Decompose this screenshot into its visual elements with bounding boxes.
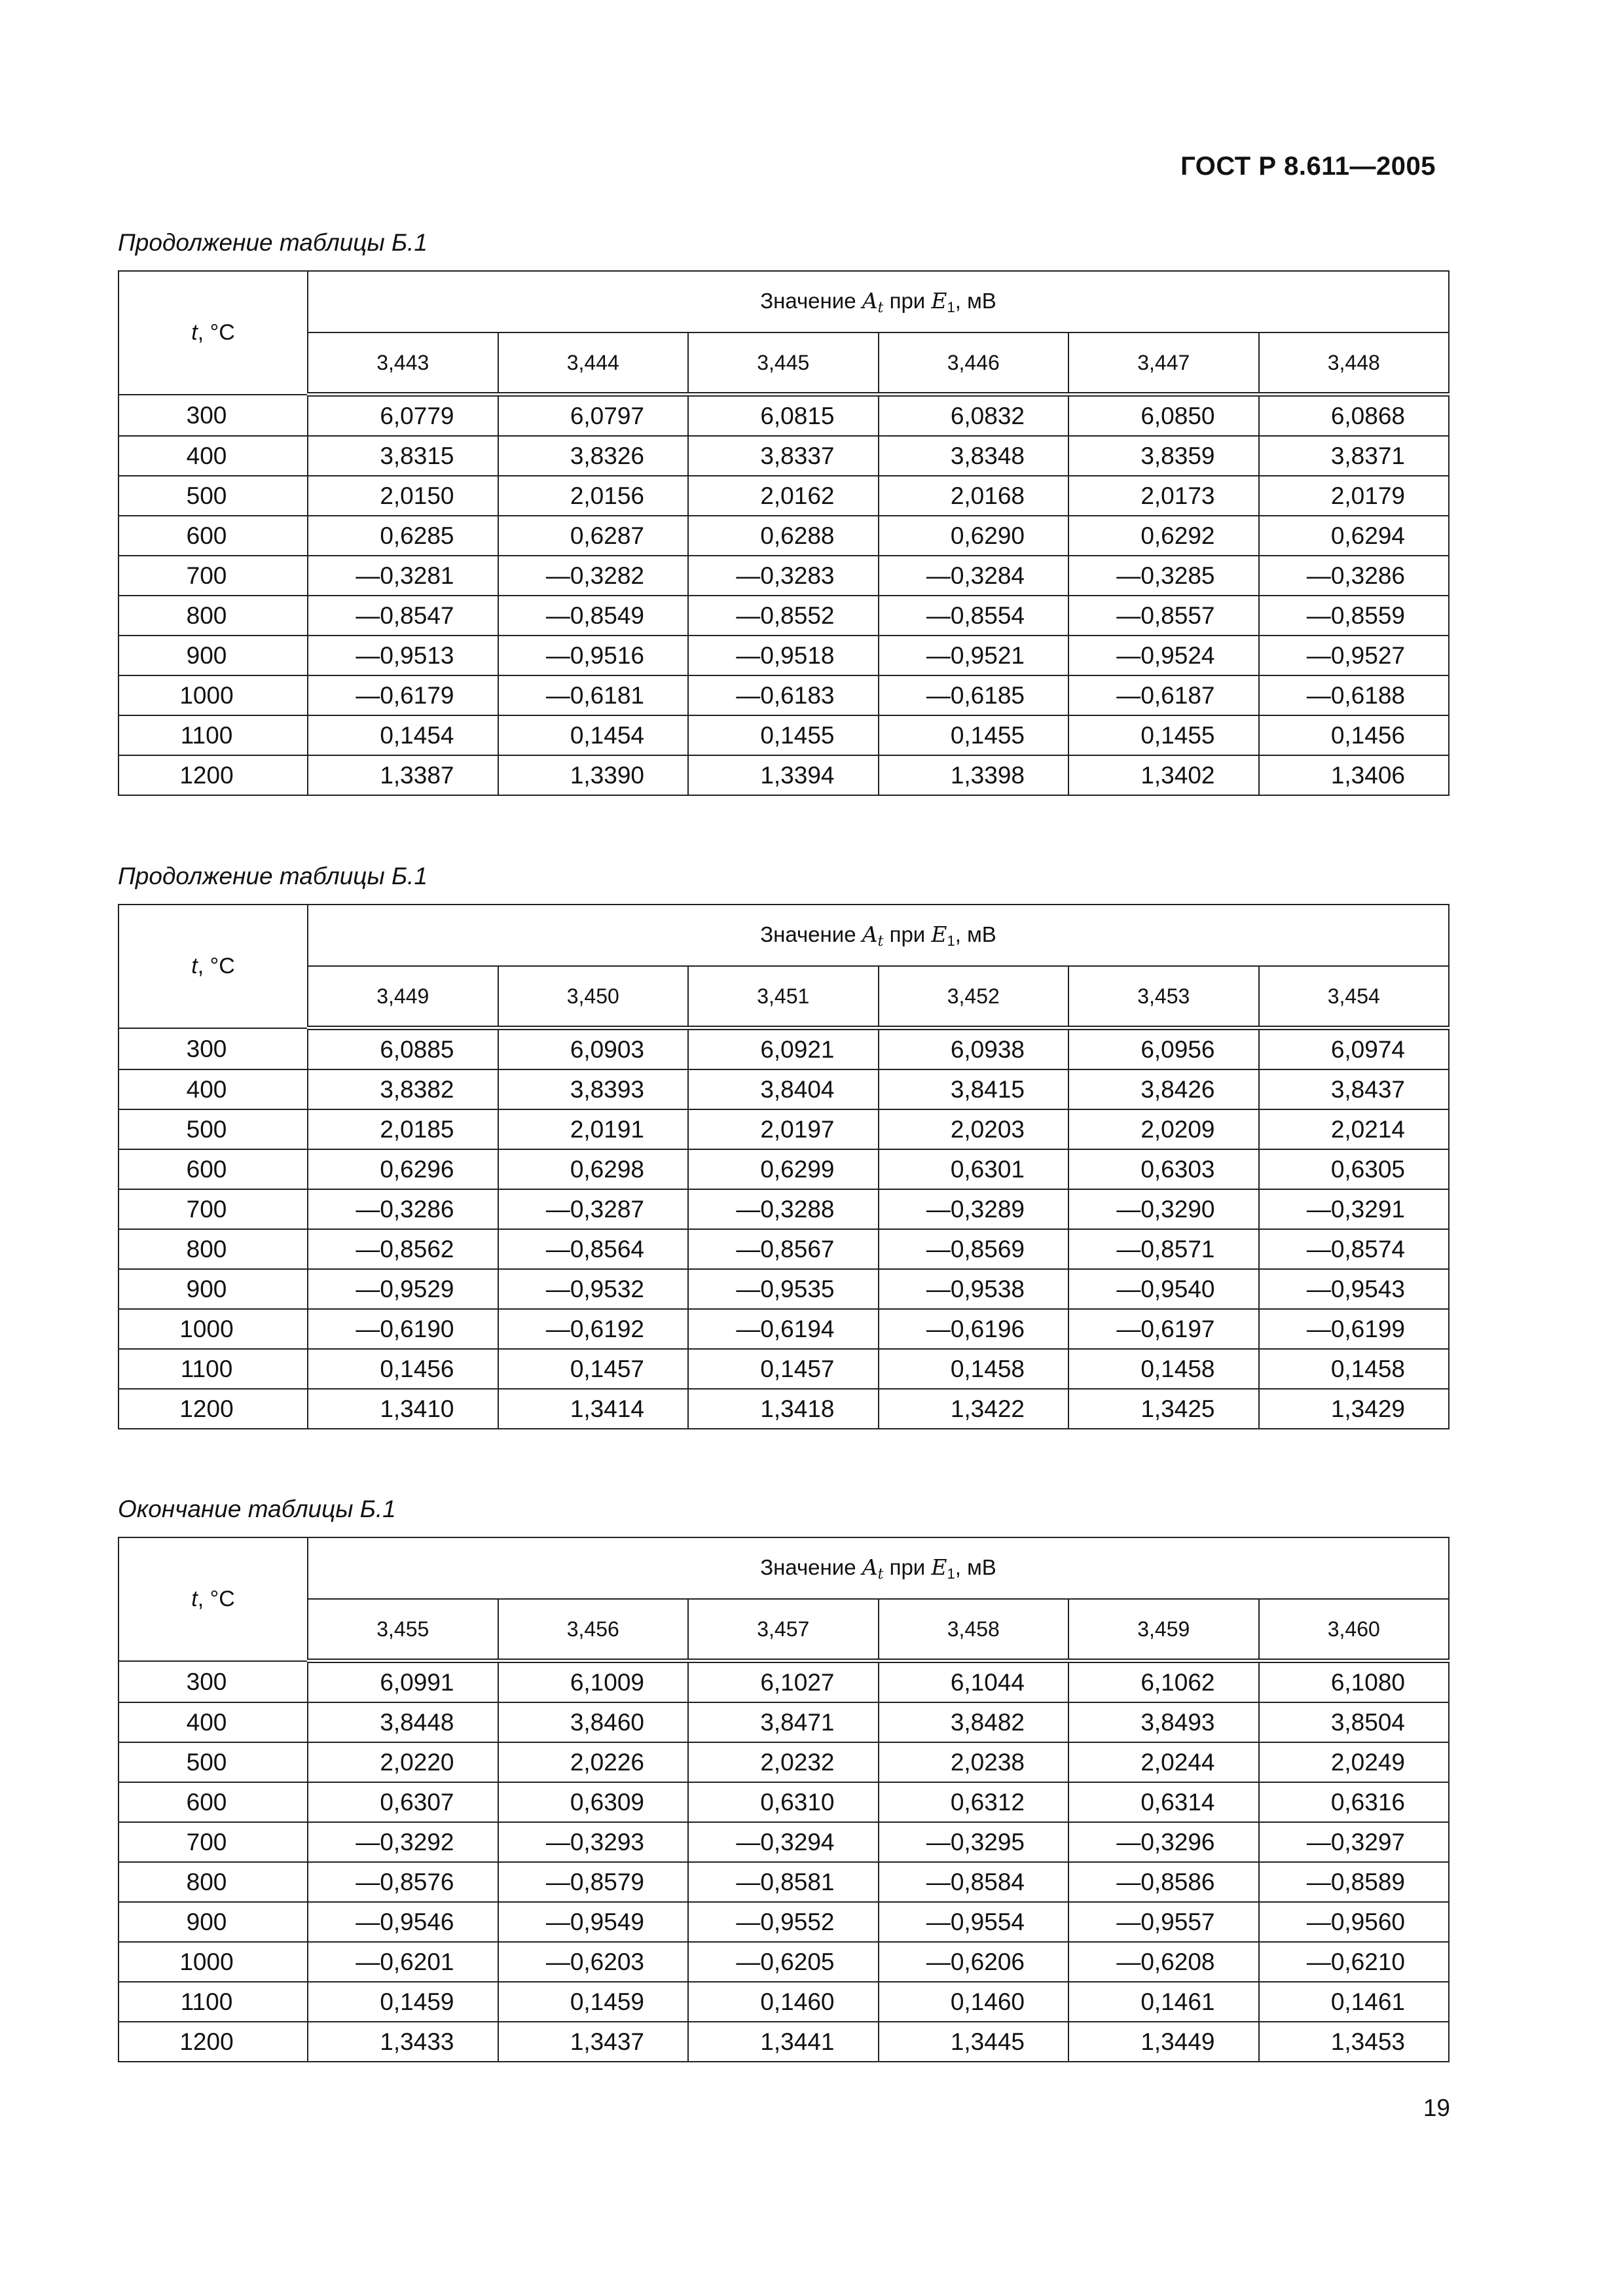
value-cell: —0,6196 [879, 1309, 1069, 1349]
table-row [119, 675, 1449, 715]
value-cell: 3,8404 [688, 1069, 879, 1109]
value-cell: 0,6312 [879, 1782, 1069, 1822]
value-cell: 0,1455 [1068, 715, 1259, 755]
value-cell: 0,1456 [1259, 715, 1450, 755]
value-cell: 1,3410 [308, 1389, 498, 1429]
value-cell: 0,1455 [688, 715, 879, 755]
table-row [119, 1782, 1449, 1822]
value-cell: —0,6208 [1068, 1942, 1259, 1982]
data-table-1 [118, 270, 1450, 796]
value-cell: 3,8493 [1068, 1702, 1259, 1742]
value-cell: —0,9532 [498, 1269, 689, 1309]
e1-column-header: 3,459 [1068, 1599, 1259, 1661]
table-row [119, 1149, 1449, 1189]
value-cell: —0,6183 [688, 675, 879, 715]
value-cell: —0,3282 [498, 556, 689, 596]
value-cell: —0,9552 [688, 1902, 879, 1942]
e1-column-header: 3,448 [1259, 332, 1450, 395]
e1-column-header: 3,457 [688, 1599, 879, 1661]
value-cell: 2,0191 [498, 1109, 689, 1149]
value-cell: —0,8581 [688, 1862, 879, 1902]
table-row [119, 1742, 1449, 1782]
temperature-column-header: t, °C [119, 905, 308, 1028]
value-cell: 6,0903 [498, 1028, 689, 1070]
value-cell: 1,3387 [308, 755, 498, 795]
value-cell: 0,1457 [498, 1349, 689, 1389]
value-cell: —0,9538 [879, 1269, 1069, 1309]
value-cell: —0,8567 [688, 1229, 879, 1269]
value-cell: 6,1009 [498, 1661, 689, 1703]
temperature-cell: 300 [119, 1028, 308, 1070]
value-cell: 3,8382 [308, 1069, 498, 1109]
value-cell: 2,0214 [1259, 1109, 1450, 1149]
table-row [119, 715, 1449, 755]
value-cell: 1,3429 [1259, 1389, 1450, 1429]
temperature-cell: 800 [119, 596, 308, 636]
value-cell: 3,8348 [879, 436, 1069, 476]
table-row [119, 1349, 1449, 1389]
value-cell: 2,0197 [688, 1109, 879, 1149]
temperature-cell: 700 [119, 556, 308, 596]
value-cell: 0,1459 [498, 1982, 689, 2022]
value-cell: —0,3295 [879, 1822, 1069, 1862]
table-row [119, 1028, 1449, 1070]
temperature-cell: 600 [119, 516, 308, 556]
value-cell: 6,0850 [1068, 395, 1259, 437]
e1-column-header: 3,447 [1068, 332, 1259, 395]
data-table-2 [118, 904, 1450, 1429]
value-cell: 2,0179 [1259, 476, 1450, 516]
value-cell: —0,3291 [1259, 1189, 1450, 1229]
e1-column-header: 3,446 [879, 332, 1069, 395]
value-cell: 1,3394 [688, 755, 879, 795]
value-cell: —0,9529 [308, 1269, 498, 1309]
value-cell: —0,3293 [498, 1822, 689, 1862]
value-cell: —0,6199 [1259, 1309, 1450, 1349]
e1-column-header: 3,449 [308, 966, 498, 1028]
value-cell: 2,0249 [1259, 1742, 1450, 1782]
value-cell: 0,1460 [688, 1982, 879, 2022]
value-cell: 1,3414 [498, 1389, 689, 1429]
value-cell: —0,6201 [308, 1942, 498, 1982]
value-cell: —0,6203 [498, 1942, 689, 1982]
e1-column-header: 3,453 [1068, 966, 1259, 1028]
value-cell: —0,9546 [308, 1902, 498, 1942]
value-cell: —0,3292 [308, 1822, 498, 1862]
value-cell: —0,6187 [1068, 675, 1259, 715]
value-cell: —0,8554 [879, 596, 1069, 636]
value-cell: 1,3433 [308, 2022, 498, 2062]
value-cell: 3,8426 [1068, 1069, 1259, 1109]
value-cell: —0,8586 [1068, 1862, 1259, 1902]
value-cell: 6,1044 [879, 1661, 1069, 1703]
temperature-cell: 1000 [119, 1309, 308, 1349]
value-cell: —0,6185 [879, 675, 1069, 715]
temperature-cell: 1200 [119, 755, 308, 795]
value-cell: 3,8504 [1259, 1702, 1450, 1742]
e1-column-header: 3,455 [308, 1599, 498, 1661]
temperature-cell: 400 [119, 1702, 308, 1742]
e1-column-header: 3,451 [688, 966, 879, 1028]
e1-column-header: 3,456 [498, 1599, 689, 1661]
value-cell: 2,0244 [1068, 1742, 1259, 1782]
table-row [119, 516, 1449, 556]
temperature-cell: 900 [119, 1902, 308, 1942]
temperature-cell: 800 [119, 1229, 308, 1269]
value-cell: —0,9557 [1068, 1902, 1259, 1942]
value-cell: 0,6303 [1068, 1149, 1259, 1189]
temperature-column-header: t, °C [119, 271, 308, 395]
value-cell: 0,1454 [308, 715, 498, 755]
value-cell: 0,1461 [1068, 1982, 1259, 2022]
table-row [119, 1982, 1449, 2022]
value-cell: 0,6290 [879, 516, 1069, 556]
temperature-cell: 600 [119, 1782, 308, 1822]
temperature-cell: 500 [119, 1109, 308, 1149]
value-cell: —0,3284 [879, 556, 1069, 596]
value-cell: 1,3445 [879, 2022, 1069, 2062]
value-cell: 3,8326 [498, 436, 689, 476]
value-cell: —0,6197 [1068, 1309, 1259, 1349]
value-cell: —0,9513 [308, 636, 498, 675]
temperature-cell: 400 [119, 436, 308, 476]
value-cell: 2,0203 [879, 1109, 1069, 1149]
value-cell: 6,0921 [688, 1028, 879, 1070]
temperature-cell: 500 [119, 476, 308, 516]
value-cell: 6,0956 [1068, 1028, 1259, 1070]
value-cell: 0,6307 [308, 1782, 498, 1822]
temperature-cell: 800 [119, 1862, 308, 1902]
temperature-cell: 1200 [119, 1389, 308, 1429]
table-row [119, 1389, 1449, 1429]
table-row [119, 1069, 1449, 1109]
value-cell: 0,6288 [688, 516, 879, 556]
value-cell: 3,8448 [308, 1702, 498, 1742]
value-cell: 0,1455 [879, 715, 1069, 755]
table-caption: Окончание таблицы Б.1 [118, 1496, 396, 1522]
value-group-header: Значение $A_t$ при $E_1$, мВ [308, 1537, 1449, 1599]
value-cell: —0,6188 [1259, 675, 1450, 715]
table-row [119, 1269, 1449, 1309]
value-cell: 0,6296 [308, 1149, 498, 1189]
value-cell: 2,0232 [688, 1742, 879, 1782]
value-cell: —0,8576 [308, 1862, 498, 1902]
table-row [119, 1862, 1449, 1902]
temperature-cell: 700 [119, 1822, 308, 1862]
table-row [119, 476, 1449, 516]
value-cell: 2,0185 [308, 1109, 498, 1149]
value-cell: 1,3398 [879, 755, 1069, 795]
value-cell: 3,8371 [1259, 436, 1450, 476]
value-cell: —0,6181 [498, 675, 689, 715]
value-cell: 6,1062 [1068, 1661, 1259, 1703]
value-cell: 1,3422 [879, 1389, 1069, 1429]
value-cell: 0,1457 [688, 1349, 879, 1389]
table-row [119, 636, 1449, 675]
value-cell: 0,1461 [1259, 1982, 1450, 2022]
table-row [119, 1229, 1449, 1269]
temperature-cell: 400 [119, 1069, 308, 1109]
value-cell: —0,3281 [308, 556, 498, 596]
value-cell: —0,6192 [498, 1309, 689, 1349]
value-cell: 6,0938 [879, 1028, 1069, 1070]
e1-column-header: 3,460 [1259, 1599, 1450, 1661]
temperature-cell: 300 [119, 395, 308, 437]
value-cell: 6,0974 [1259, 1028, 1450, 1070]
value-cell: 6,0868 [1259, 395, 1450, 437]
value-cell: —0,8579 [498, 1862, 689, 1902]
value-cell: 6,0779 [308, 395, 498, 437]
value-cell: —0,3294 [688, 1822, 879, 1862]
e1-column-header: 3,454 [1259, 966, 1450, 1028]
table-caption: Продолжение таблицы Б.1 [118, 229, 428, 256]
temperature-cell: 900 [119, 636, 308, 675]
value-cell: —0,3297 [1259, 1822, 1450, 1862]
temperature-cell: 700 [119, 1189, 308, 1229]
value-cell: —0,6205 [688, 1942, 879, 1982]
value-cell: —0,6179 [308, 675, 498, 715]
value-cell: 2,0226 [498, 1742, 689, 1782]
e1-column-header: 3,450 [498, 966, 689, 1028]
value-cell: —0,8562 [308, 1229, 498, 1269]
value-cell: 0,6316 [1259, 1782, 1450, 1822]
value-cell: —0,6210 [1259, 1942, 1450, 1982]
value-cell: 3,8393 [498, 1069, 689, 1109]
e1-column-header: 3,458 [879, 1599, 1069, 1661]
value-cell: —0,9560 [1259, 1902, 1450, 1942]
value-cell: —0,8584 [879, 1862, 1069, 1902]
value-cell: —0,9554 [879, 1902, 1069, 1942]
page-number: 19 [1423, 2094, 1450, 2121]
table-row [119, 596, 1449, 636]
value-cell: 0,1454 [498, 715, 689, 755]
table-row [119, 1109, 1449, 1149]
value-cell: 2,0156 [498, 476, 689, 516]
table-row [119, 1702, 1449, 1742]
temperature-cell: 1000 [119, 675, 308, 715]
table-row [119, 436, 1449, 476]
value-cell: 0,6309 [498, 1782, 689, 1822]
value-cell: —0,3288 [688, 1189, 879, 1229]
value-cell: —0,8569 [879, 1229, 1069, 1269]
value-cell: 1,3402 [1068, 755, 1259, 795]
value-cell: 1,3390 [498, 755, 689, 795]
e1-column-header: 3,444 [498, 332, 689, 395]
e1-column-header: 3,443 [308, 332, 498, 395]
value-cell: —0,8549 [498, 596, 689, 636]
value-cell: 3,8315 [308, 436, 498, 476]
temperature-cell: 500 [119, 1742, 308, 1782]
value-cell: 0,1458 [1068, 1349, 1259, 1389]
value-cell: 1,3453 [1259, 2022, 1450, 2062]
value-cell: —0,3283 [688, 556, 879, 596]
value-cell: 1,3406 [1259, 755, 1450, 795]
value-cell: —0,9521 [879, 636, 1069, 675]
value-cell: —0,9535 [688, 1269, 879, 1309]
value-cell: 0,1459 [308, 1982, 498, 2022]
value-cell: —0,3286 [308, 1189, 498, 1229]
value-cell: 3,8460 [498, 1702, 689, 1742]
value-group-header: Значение $A_t$ при $E_1$, мВ [308, 271, 1449, 332]
table-row [119, 1309, 1449, 1349]
temperature-cell: 600 [119, 1149, 308, 1189]
value-cell: —0,3285 [1068, 556, 1259, 596]
document-id: ГОСТ Р 8.611—2005 [1180, 152, 1436, 181]
value-cell: 6,0885 [308, 1028, 498, 1070]
value-cell: 0,6292 [1068, 516, 1259, 556]
value-cell: —0,8571 [1068, 1229, 1259, 1269]
value-cell: —0,3289 [879, 1189, 1069, 1229]
table-row [119, 556, 1449, 596]
value-cell: 2,0209 [1068, 1109, 1259, 1149]
table-row [119, 1902, 1449, 1942]
value-cell: —0,8574 [1259, 1229, 1450, 1269]
value-cell: 3,8359 [1068, 436, 1259, 476]
value-cell: 2,0168 [879, 476, 1069, 516]
value-cell: 0,6305 [1259, 1149, 1450, 1189]
value-cell: —0,8552 [688, 596, 879, 636]
temperature-column-header: t, °C [119, 1537, 308, 1661]
value-cell: 0,6299 [688, 1149, 879, 1189]
value-group-header: Значение $A_t$ при $E_1$, мВ [308, 905, 1449, 966]
value-cell: 3,8415 [879, 1069, 1069, 1109]
value-cell: 3,8482 [879, 1702, 1069, 1742]
e1-column-header: 3,445 [688, 332, 879, 395]
value-cell: —0,6206 [879, 1942, 1069, 1982]
value-cell: 0,6301 [879, 1149, 1069, 1189]
value-cell: 0,6285 [308, 516, 498, 556]
value-cell: —0,3287 [498, 1189, 689, 1229]
value-cell: —0,3290 [1068, 1189, 1259, 1229]
value-cell: 2,0150 [308, 476, 498, 516]
value-cell: —0,3286 [1259, 556, 1450, 596]
value-cell: —0,9524 [1068, 636, 1259, 675]
value-cell: 1,3441 [688, 2022, 879, 2062]
temperature-cell: 1000 [119, 1942, 308, 1982]
value-cell: —0,9540 [1068, 1269, 1259, 1309]
value-cell: —0,9518 [688, 636, 879, 675]
value-cell: 2,0220 [308, 1742, 498, 1782]
value-cell: —0,6194 [688, 1309, 879, 1349]
temperature-cell: 1200 [119, 2022, 308, 2062]
value-cell: 6,1080 [1259, 1661, 1450, 1703]
e1-column-header: 3,452 [879, 966, 1069, 1028]
temperature-cell: 1100 [119, 1982, 308, 2022]
value-cell: 3,8471 [688, 1702, 879, 1742]
value-cell: —0,8557 [1068, 596, 1259, 636]
value-cell: —0,8547 [308, 596, 498, 636]
value-cell: 0,6310 [688, 1782, 879, 1822]
value-cell: 1,3449 [1068, 2022, 1259, 2062]
value-cell: —0,9516 [498, 636, 689, 675]
value-cell: —0,9549 [498, 1902, 689, 1942]
value-cell: 6,0797 [498, 395, 689, 437]
temperature-cell: 300 [119, 1661, 308, 1703]
value-cell: 1,3425 [1068, 1389, 1259, 1429]
table-caption: Продолжение таблицы Б.1 [118, 863, 428, 889]
value-cell: 6,1027 [688, 1661, 879, 1703]
data-table-3 [118, 1537, 1450, 2062]
value-cell: 3,8337 [688, 436, 879, 476]
table-row [119, 1189, 1449, 1229]
value-cell: 6,0991 [308, 1661, 498, 1703]
value-cell: 0,1460 [879, 1982, 1069, 2022]
value-cell: —0,3296 [1068, 1822, 1259, 1862]
value-cell: 0,6294 [1259, 516, 1450, 556]
value-cell: 0,1458 [1259, 1349, 1450, 1389]
value-cell: 6,0815 [688, 395, 879, 437]
table-row [119, 1942, 1449, 1982]
table-row [119, 395, 1449, 437]
table-row [119, 1822, 1449, 1862]
value-cell: 6,0832 [879, 395, 1069, 437]
value-cell: —0,9527 [1259, 636, 1450, 675]
value-cell: 2,0238 [879, 1742, 1069, 1782]
table-row [119, 2022, 1449, 2062]
table-row [119, 755, 1449, 795]
value-cell: 1,3418 [688, 1389, 879, 1429]
value-cell: —0,8589 [1259, 1862, 1450, 1902]
value-cell: 0,6314 [1068, 1782, 1259, 1822]
value-cell: 3,8437 [1259, 1069, 1450, 1109]
value-cell: —0,6190 [308, 1309, 498, 1349]
value-cell: —0,9543 [1259, 1269, 1450, 1309]
value-cell: 1,3437 [498, 2022, 689, 2062]
temperature-cell: 1100 [119, 1349, 308, 1389]
value-cell: —0,8559 [1259, 596, 1450, 636]
table-row [119, 1661, 1449, 1703]
temperature-cell: 900 [119, 1269, 308, 1309]
value-cell: 0,1458 [879, 1349, 1069, 1389]
value-cell: —0,8564 [498, 1229, 689, 1269]
value-cell: 2,0162 [688, 476, 879, 516]
value-cell: 0,6298 [498, 1149, 689, 1189]
value-cell: 0,1456 [308, 1349, 498, 1389]
value-cell: 0,6287 [498, 516, 689, 556]
temperature-cell: 1100 [119, 715, 308, 755]
value-cell: 2,0173 [1068, 476, 1259, 516]
